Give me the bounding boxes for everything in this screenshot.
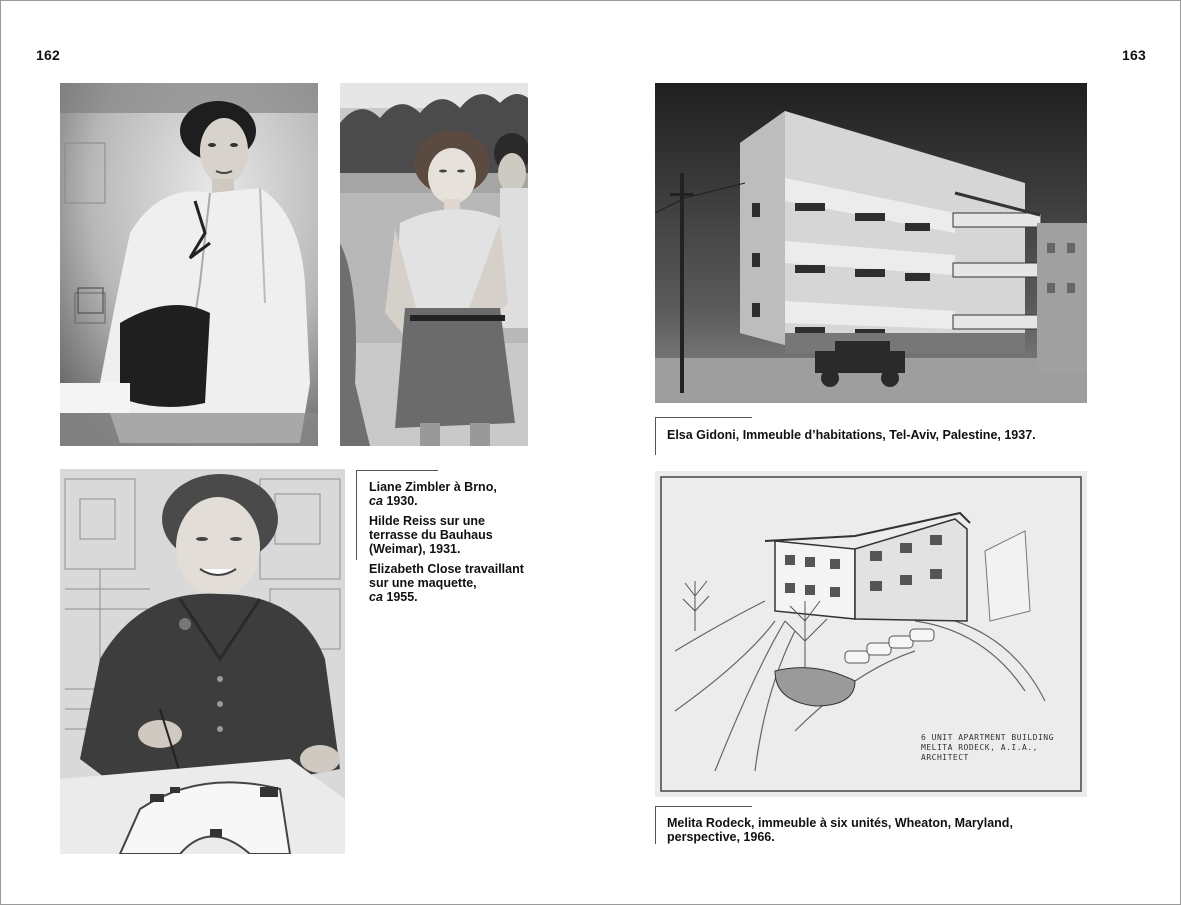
caption-gidoni: Elsa Gidoni, Immeuble d’habitations, Tel-Aviv, Palestine, 1937.	[667, 428, 1036, 442]
right-page-number: 163	[1122, 47, 1146, 63]
caption-close: Elizabeth Close travaillant sur une maquette, ca 1955.	[369, 562, 524, 604]
gidoni-building-photo	[655, 83, 1087, 403]
gidoni-caption-rule-h	[655, 417, 752, 418]
caption-rule-horizontal	[356, 470, 438, 471]
caption-rule-vertical	[356, 470, 357, 560]
rodeck-caption-rule-h	[655, 806, 752, 807]
reiss-photo	[340, 83, 528, 446]
zimbler-portrait-photo	[60, 83, 318, 446]
rodeck-drawing	[655, 471, 1087, 797]
close-photo	[60, 469, 345, 854]
caption-reiss: Hilde Reiss sur une terrasse du Bauhaus (Weimar), 1931.	[369, 514, 493, 556]
drawing-title-plate: 6 UNIT APARTMENT BUILDING MELITA RODECK, A.I.A., ARCHITECT	[921, 733, 1054, 762]
caption-rodeck: Melita Rodeck, immeuble à six unités, Wheaton, Maryland, perspective, 1966.	[667, 816, 1013, 844]
left-page-number: 162	[36, 47, 60, 63]
gidoni-caption-rule-v	[655, 417, 656, 455]
caption-zimbler: Liane Zimbler à Brno, ca 1930.	[369, 480, 497, 508]
left-caption-block	[369, 480, 534, 610]
rodeck-caption-rule-v	[655, 806, 656, 844]
